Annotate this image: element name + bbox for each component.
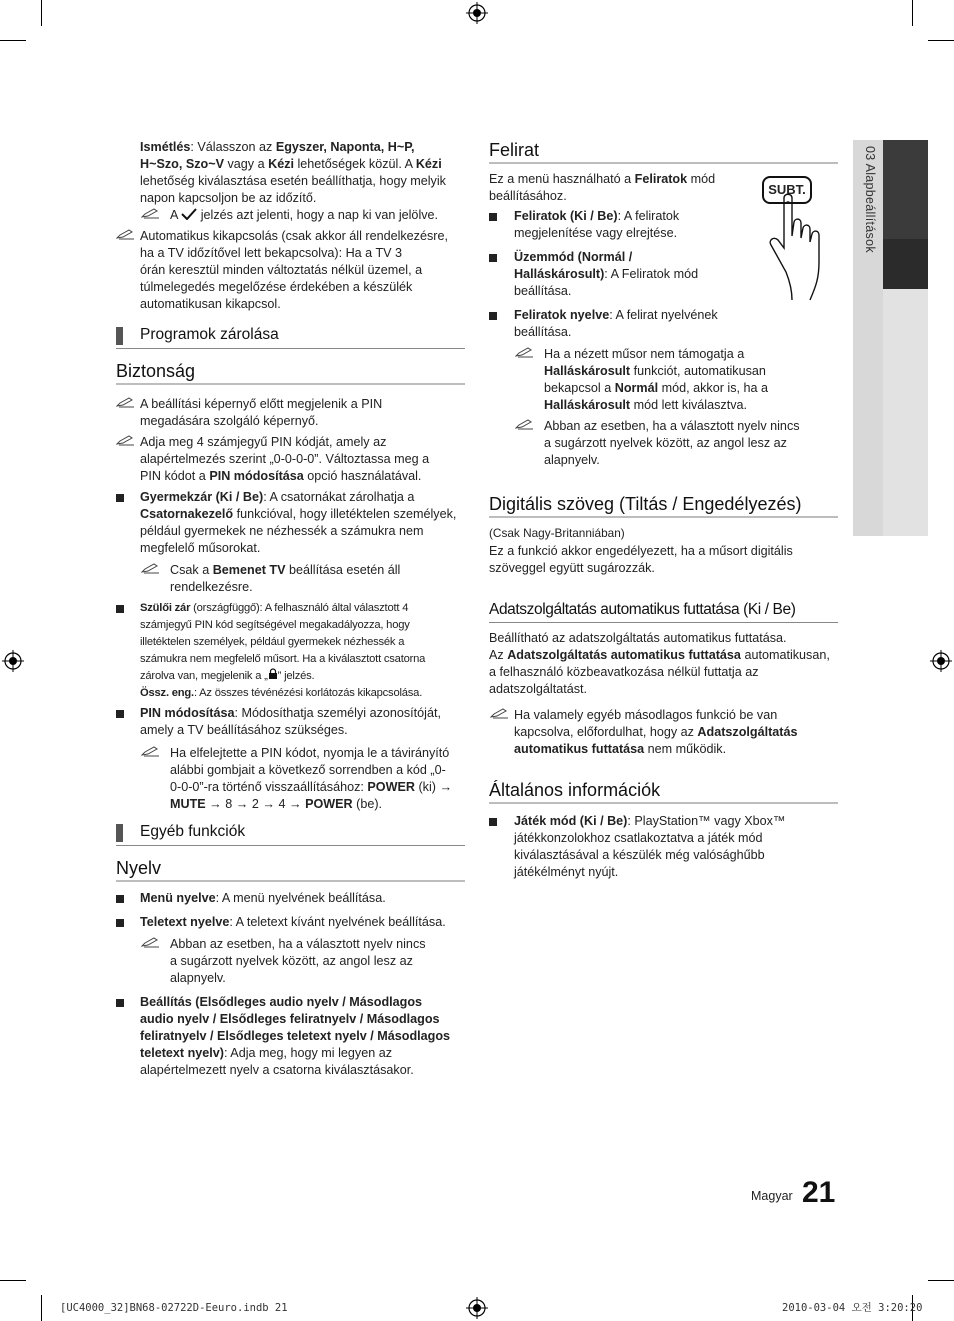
teletext-nyelve-item: Teletext nyelve: A teletext kívánt nyelvének beállítása. — [140, 915, 446, 929]
checkmark-icon — [181, 208, 197, 220]
crop-mark — [928, 1280, 954, 1281]
feliratok-kibe-item: Feliratok (Ki / Be): A feliratok megjelenítése vagy elrejtése. — [514, 209, 680, 240]
crop-mark — [0, 1280, 26, 1281]
registration-mark-icon — [2, 650, 24, 672]
note-pencil-icon — [141, 936, 161, 948]
heading-rule — [116, 348, 465, 349]
heading-felirat: Felirat — [489, 140, 540, 160]
feliratok-nyelve-note-2: Abban az esetben, ha a választott nyelv nincs a sugárzott nyelvek között, az angol lesz az alapnyelv. — [544, 419, 800, 467]
heading-biztonsag: Biztonság — [116, 361, 196, 381]
chapter-tab-dark-block — [883, 140, 928, 239]
szuloi-zar-item: Szülői zár (országfüggő): A felhasználó által választott 4 számjegyű PIN kód segítségével megakadályozza, hogy illetéktelen személyek, például gyermekek nézhessék a számukra nem megfelelő műsort. Ha a kiválasztott csatorna zárolva van, megjelenik a „ ” jelzés. Össz. eng.: Az összes tévénézési korlátozás kikapcsolása. — [140, 602, 426, 699]
crop-mark — [41, 0, 42, 26]
pin-modositasa-item: PIN módosítása: Módosíthatja személyi azonosítóját, amely a TV beállításához szükséges. — [140, 706, 441, 737]
note-pencil-icon — [141, 207, 161, 219]
ismetles-note: A jelzés azt jelenti, hogy a nap ki van jelölve. — [170, 208, 439, 222]
bullet — [116, 605, 124, 613]
beallitas-item: Beállítás (Elsődleges audio nyelv / Másodlagos audio nyelv / Elsődleges feliratnyelv / Másodlagos feliratnyelv / Elsődleges teletext nyelv / Másodlagos teletext nyelv): Adja meg, hogy mi legyen az alapértelmezett nyelv a csatorna kiválasztásakor. — [140, 995, 451, 1077]
heading-egyeb-funkciok: Egyéb funkciók — [140, 823, 246, 840]
note-pencil-icon — [141, 562, 161, 574]
registration-mark-icon — [930, 650, 952, 672]
uzemmod-item: Üzemmód (Normál / Halláskárosult): A Feliratok mód beállítása. — [514, 250, 699, 298]
heading-programok-zarolasa: Programok zárolása — [140, 326, 279, 343]
note-pencil-icon — [515, 346, 535, 358]
heading-altalanos-informaciok: Általános információk — [489, 780, 661, 800]
heading-rule — [489, 162, 838, 164]
registration-mark-icon — [466, 2, 488, 24]
note-pencil-icon — [515, 418, 535, 430]
footer-timestamp: 2010-03-04 오전 3:20:20 — [782, 1302, 923, 1314]
biztonsag-note-2: Adja meg 4 számjegyű PIN kódját, amely az alapértelmezés szerint „0-0-0-0”. Változtassa meg a PIN kódot a PIN módosítása opció használatával. — [140, 435, 430, 483]
note-pencil-icon — [116, 396, 136, 408]
lock-icon — [268, 668, 278, 680]
note-pencil-icon — [116, 228, 136, 240]
chapter-tab-label: 03 Alapbeállítások — [863, 146, 877, 253]
heading-rule — [489, 622, 838, 623]
adatszolgaltatas-text: Beállítható az adatszolgáltatás automatikus futtatása. Az Adatszolgáltatás automatikus futtatása automatikusan, a felhasználó közbeavatkozása nélkül futtatja az adatszolgáltatást. — [489, 631, 830, 696]
bullet — [116, 710, 124, 718]
note-pencil-icon — [116, 434, 136, 446]
pointing-hand-icon — [766, 190, 836, 302]
heading-adatszolgaltatas: Adatszolgáltatás automatikus futtatása (Ki / Be) — [489, 601, 796, 618]
bullet — [116, 919, 124, 927]
page-number: 21 — [802, 1176, 836, 1209]
bullet — [116, 999, 124, 1007]
feliratok-nyelve-item: Feliratok nyelve: A felirat nyelvének beállítása. — [514, 308, 718, 339]
footer-file-info: [UC4000_32]BN68-02722D-Eeuro.indb 21 — [60, 1302, 288, 1314]
chapter-tab-marker — [883, 239, 928, 289]
bullet — [116, 494, 124, 502]
registration-mark-icon — [466, 1297, 488, 1319]
page-language: Magyar — [751, 1189, 793, 1203]
note-pencil-icon — [490, 707, 510, 719]
crop-mark — [928, 40, 954, 41]
bullet — [489, 254, 497, 262]
bullet — [116, 895, 124, 903]
heading-nyelv: Nyelv — [116, 858, 162, 878]
digitalis-text: Ez a funkció akkor engedélyezett, ha a műsort digitális szöveggel együtt sugározzák. — [489, 544, 793, 575]
note-pencil-icon — [141, 745, 161, 757]
bullet — [489, 312, 497, 320]
heading-rule — [116, 383, 465, 385]
section-bar — [116, 327, 123, 345]
subt-button-label: SUBT. — [768, 182, 806, 197]
heading-rule — [489, 516, 838, 518]
crop-mark — [912, 0, 913, 26]
crop-mark — [41, 1295, 42, 1321]
gyermekzar-note: Csak a Bemenet TV beállítása esetén áll rendelkezésre. — [170, 563, 401, 594]
crop-mark — [0, 40, 26, 41]
heading-rule — [489, 802, 838, 804]
teletext-nyelve-note: Abban az esetben, ha a választott nyelv nincs a sugárzott nyelvek között, az angol lesz az alapnyelv. — [170, 937, 426, 985]
heading-rule — [116, 880, 465, 882]
ismetles-block: Ismétlés: Válasszon az Egyszer, Naponta, H~P, H~Szo, Szo~V vagy a Kézi lehetőségek közül. A Kézi lehetőség kiválasztása esetén beállíthatja, hogy melyik napon kapcsoljon be az időzítő. — [140, 140, 446, 205]
adatszolgaltatas-note: Ha valamely egyéb másodlagos funkció be van kapcsolva, előfordulhat, hogy az Adatszolgáltatás automatikus futtatása nem működik. — [514, 708, 798, 756]
heading-digitalis-szoveg: Digitális szöveg (Tiltás / Engedélyezés) — [489, 494, 802, 514]
digitalis-subtitle: (Csak Nagy-Britanniában) — [489, 526, 625, 540]
section-bar — [116, 824, 123, 842]
feliratok-nyelve-note-1: Ha a nézett műsor nem támogatja a Halláskárosult funkciót, automatikusan bekapcsol a Normál mód, akkor is, ha a Halláskárosult mód lett kiválasztva. — [544, 347, 769, 412]
pin-modositasa-note: Ha elfelejtette a PIN kódot, nyomja le a távirányító alábbi gombjait a következő sorrendben a kód „0- 0-0-0”-ra történő visszaállításához: POWER (ki) → MUTE → 8 → 2 → 4 → POWER (be). — [170, 746, 453, 811]
jatek-mod-item: Játék mód (Ki / Be): PlayStation™ vagy Xbox™ játékkonzolokhoz csatlakoztatva a játék mód kiválasztásával a készülék még valósághűbb játékélményt nyújt. — [514, 814, 786, 879]
menu-nyelve-item: Menü nyelve: A menü nyelvének beállítása. — [140, 891, 386, 905]
auto-off-note: Automatikus kikapcsolás (csak akkor áll rendelkezésre, ha a TV időzítővel lett bekapcsolva): Ha a TV 3 órán keresztül minden változtatás nélkül üzemel, a túlmelegedés megelőzése érdekében a készülék automatikusan kikapcsol. — [140, 229, 448, 311]
heading-rule — [116, 845, 465, 846]
felirat-intro: Ez a menü használható a Feliratok mód beállításához. — [489, 172, 716, 203]
gyermekzar-item: Gyermekzár (Ki / Be): A csatornákat zárolhatja a Csatornakezelő funkcióval, hogy illetéktelen személyek, például gyermekek ne nézhessék a számukra nem megfelelő műsorokat. — [140, 490, 457, 555]
bullet — [489, 213, 497, 221]
biztonsag-note-1: A beállítási képernyő előtt megjelenik a PIN megadására szolgáló képernyő. — [140, 397, 383, 428]
bullet — [489, 818, 497, 826]
